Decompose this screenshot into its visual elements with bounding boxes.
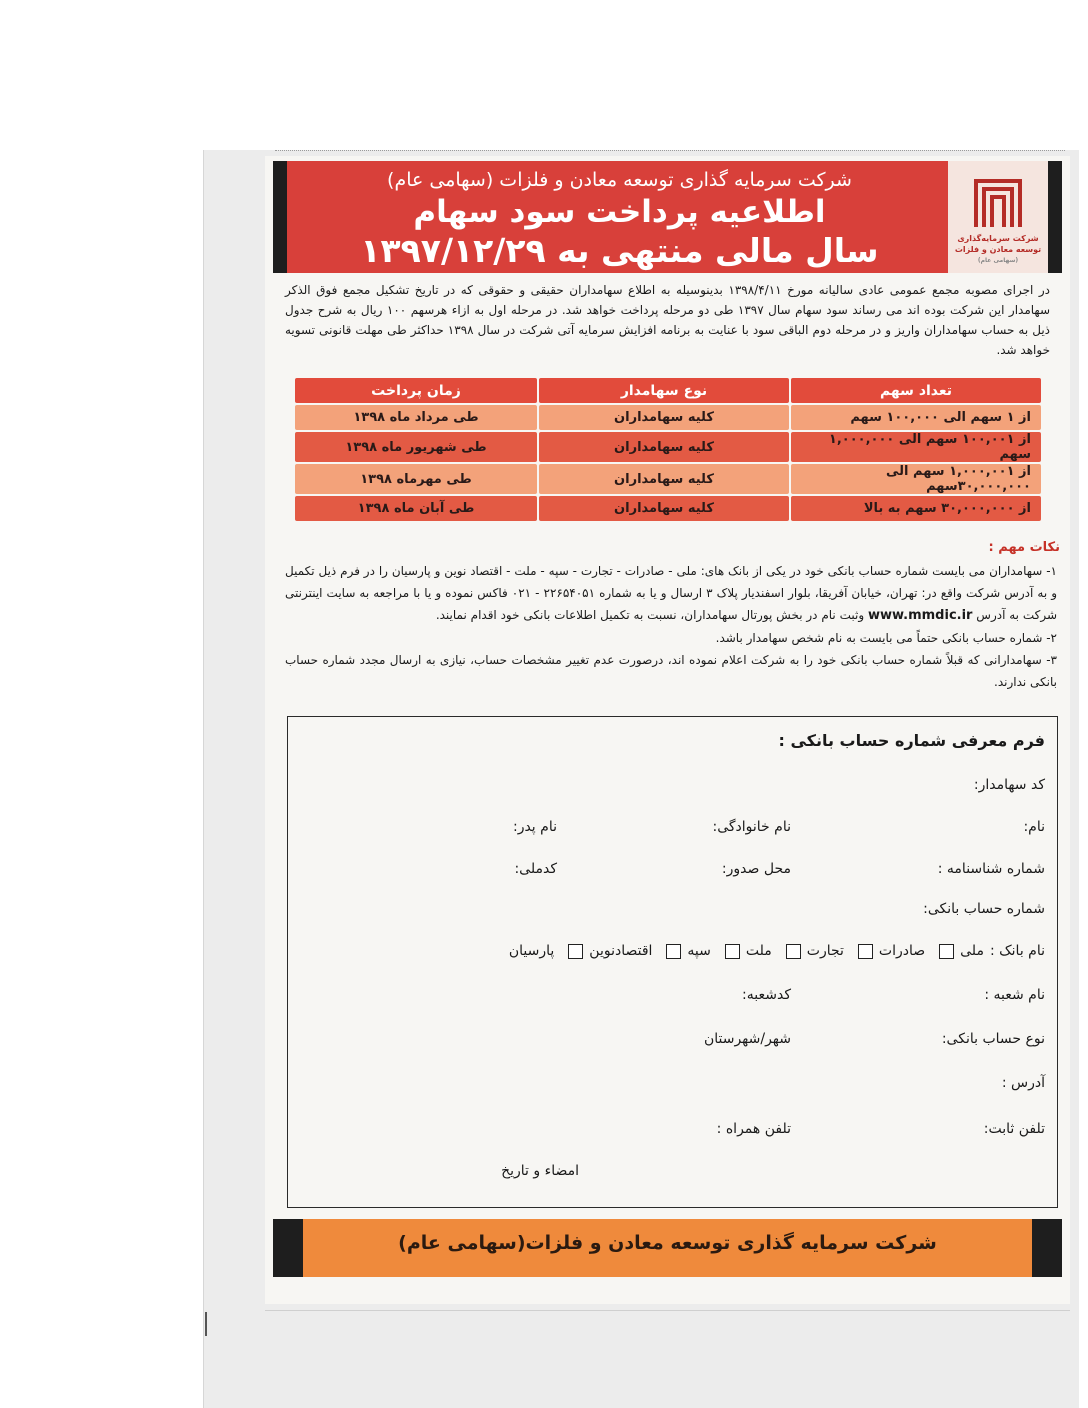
website-link[interactable]: www.mmdic.ir bbox=[867, 608, 973, 623]
payment-schedule-table bbox=[293, 376, 1043, 523]
table-row bbox=[295, 405, 1041, 430]
company-logo bbox=[948, 161, 1048, 273]
cell-payment-time: طی شهریور ماه ۱۳۹۸ bbox=[295, 432, 537, 462]
cell-payment-time: طی مهرماه ۱۳۹۸ bbox=[295, 464, 537, 494]
header-share-count: تعداد سهم bbox=[791, 378, 1041, 403]
fiscal-year-title: سال مالی منتهی به ۱۳۹۷/۱۲/۲۹ bbox=[360, 231, 879, 270]
checkbox-tejarat[interactable] bbox=[786, 944, 801, 959]
signature-date-field[interactable]: امضاء و تاریخ bbox=[501, 1163, 579, 1179]
national-code-field[interactable]: کدملی: bbox=[514, 861, 557, 877]
footer-company-name: شرکت سرمایه گذاری توسعه معادن و فلزات(سهامی عام) bbox=[398, 1232, 937, 1254]
bank-selection-row bbox=[509, 943, 1045, 959]
cell-share-range: از ۳۰,۰۰۰,۰۰۰ سهم به بالا bbox=[791, 496, 1041, 521]
checkbox-eghtesad-novin[interactable] bbox=[568, 944, 583, 959]
bank-option-tejarat: تجارت bbox=[806, 943, 844, 959]
footer-left-bar bbox=[273, 1219, 303, 1277]
mobile-field[interactable]: تلفن همراه : bbox=[716, 1121, 791, 1137]
cell-holder-type: کلیه سهامداران bbox=[539, 496, 789, 521]
table-row bbox=[295, 496, 1041, 521]
checkbox-mellat[interactable] bbox=[725, 944, 740, 959]
cell-payment-time: طی آبان ماه ۱۳۹۸ bbox=[295, 496, 537, 521]
note-1-text: ۱- سهامداران می بایست شماره حساب بانکی خود در یکی از بانک های: ملی - صادرات - تجارت - سپه - ملت - اقتصاد نوین و پارسیان را در فرم ذیل تکمیل و به آدرس شرکت واقع در: تهران، خیابان آفریقا، بلوار اسفندیار پلاک ۳ ارسال و یا به شماره ۲۲۶۵۴۰۵۱ - ۰۲۱ فاکس نموده و یا با مراجعه به سایت اینترنتی شرکت به آدرس bbox=[285, 564, 1057, 622]
logo-name-line2: توسعه معادن و فلزات bbox=[954, 245, 1042, 254]
branch-name-field[interactable]: نام شعبه : bbox=[984, 987, 1045, 1003]
margin-mark bbox=[205, 1312, 207, 1336]
shareholder-code-field[interactable]: کد سهامدار: bbox=[973, 777, 1045, 793]
page-rule bbox=[265, 1310, 1070, 1311]
header-text bbox=[293, 167, 946, 271]
city-field[interactable]: شهر/شهرستان bbox=[703, 1031, 791, 1047]
header-right-bar bbox=[1048, 161, 1062, 273]
first-name-field[interactable]: نام: bbox=[1023, 819, 1045, 835]
footer-right-bar bbox=[1032, 1219, 1062, 1277]
footer-banner bbox=[273, 1219, 1062, 1277]
table-row bbox=[295, 464, 1041, 494]
logo-icon bbox=[970, 173, 1026, 229]
cell-holder-type: کلیه سهامداران bbox=[539, 432, 789, 462]
announcement-title: اطلاعیه پرداخت سود سهام bbox=[413, 194, 826, 230]
issue-place-field[interactable]: محل صدور: bbox=[721, 861, 791, 877]
address-field[interactable]: آدرس : bbox=[1001, 1075, 1045, 1091]
bank-option-saderat: صادرات bbox=[878, 943, 926, 959]
father-name-field[interactable]: نام پدر: bbox=[512, 819, 557, 835]
cell-share-range: از ۱ سهم الی ۱۰۰,۰۰۰ سهم bbox=[791, 405, 1041, 430]
bank-account-form bbox=[287, 716, 1058, 1208]
notes-section bbox=[285, 560, 1057, 693]
bank-option-mellat: ملت bbox=[745, 943, 772, 959]
bank-option-eghtesad-novin: اقتصادنوین bbox=[589, 943, 653, 959]
table-row bbox=[295, 432, 1041, 462]
account-type-field[interactable]: نوع حساب بانکی: bbox=[941, 1031, 1045, 1047]
newspaper-ad bbox=[265, 156, 1070, 1304]
id-number-field[interactable]: شماره شناسنامه : bbox=[937, 861, 1045, 877]
cell-payment-time: طی مرداد ماه ۱۳۹۸ bbox=[295, 405, 537, 430]
checkbox-saderat[interactable] bbox=[858, 944, 873, 959]
checkbox-sepah[interactable] bbox=[666, 944, 681, 959]
header-holder-type: نوع سهامدار bbox=[539, 378, 789, 403]
logo-name-line1: شرکت سرمایه‌گذاری bbox=[957, 234, 1039, 243]
cell-share-range: از ۱,۰۰۰,۰۰۱ سهم الی ۳۰,۰۰۰,۰۰۰سهم bbox=[791, 464, 1041, 494]
bank-name-label: نام بانک : bbox=[989, 943, 1045, 959]
logo-name-line3: (سهامی عام) bbox=[977, 257, 1019, 264]
account-number-field[interactable]: شماره حساب بانکی: bbox=[923, 901, 1045, 917]
notes-title: نکات مهم : bbox=[988, 540, 1060, 555]
landline-field[interactable]: تلفن ثابت: bbox=[983, 1121, 1045, 1137]
announcement-header bbox=[273, 161, 1062, 273]
form-title: فرم معرفی شماره حساب بانکی : bbox=[778, 731, 1045, 750]
note-1 bbox=[285, 560, 1057, 627]
cell-share-range: از ۱۰۰,۰۰۱ سهم الی ۱,۰۰۰,۰۰۰ سهم bbox=[791, 432, 1041, 462]
bank-option-melli: ملی bbox=[960, 943, 984, 959]
bank-option-sepah: سپه bbox=[687, 943, 711, 959]
note-1-text-end: وثبت نام در بخش پورتال سهامداران، نسبت به تکمیل اطلاعات بانکی خود اقدام نمایند. bbox=[435, 608, 865, 622]
intro-paragraph: در اجرای مصوبه مجمع عمومی عادی سالیانه مورخ ۱۳۹۸/۴/۱۱ بدینوسیله به اطلاع سهامداران حقیقی و حقوقی که در تاریخ تشکیل مجمع فوق الذکر سهامدار این شرکت بوده اند می رساند سود سهام سال ۱۳۹۷ طی دو مرحله پرداخت خواهد شد. در مرحله اول به ازاء هرسهم ۱۰۰ ریال به شرح جدول ذیل به حساب سهامداران واریز و در مرحله دوم الباقی سود با عنایت به برنامه افزایش سرمایه آتی شرکت در سال ۱۳۹۸ حداکثر طی مهلت قانونی تسویه خواهد شد. bbox=[285, 283, 1051, 357]
note-3: ۳- سهامدارانی که قبلاً شماره حساب بانکی خود را به شرکت اعلام نموده اند، درصورت عدم تغییر مشخصات حساب، نیازی به ارسال مجدد شماره حساب بانکی ندارند. bbox=[285, 653, 1057, 689]
cell-holder-type: کلیه سهامداران bbox=[539, 464, 789, 494]
last-name-field[interactable]: نام خانوادگی: bbox=[712, 819, 791, 835]
bank-option-parsian: پارسیان bbox=[508, 943, 555, 959]
cell-holder-type: کلیه سهامداران bbox=[539, 405, 789, 430]
header-payment-time: زمان پرداخت bbox=[295, 378, 537, 403]
company-name: شرکت سرمایه گذاری توسعه معادن و فلزات (سهامی عام) bbox=[387, 169, 852, 191]
branch-code-field[interactable]: کدشعبه: bbox=[742, 987, 791, 1003]
note-2: ۲- شماره حساب بانکی حتماً می بایست به نام شخص سهامدار باشد. bbox=[715, 631, 1057, 645]
header-left-bar bbox=[273, 161, 287, 273]
table-header-row bbox=[295, 378, 1041, 403]
checkbox-melli[interactable] bbox=[939, 944, 954, 959]
